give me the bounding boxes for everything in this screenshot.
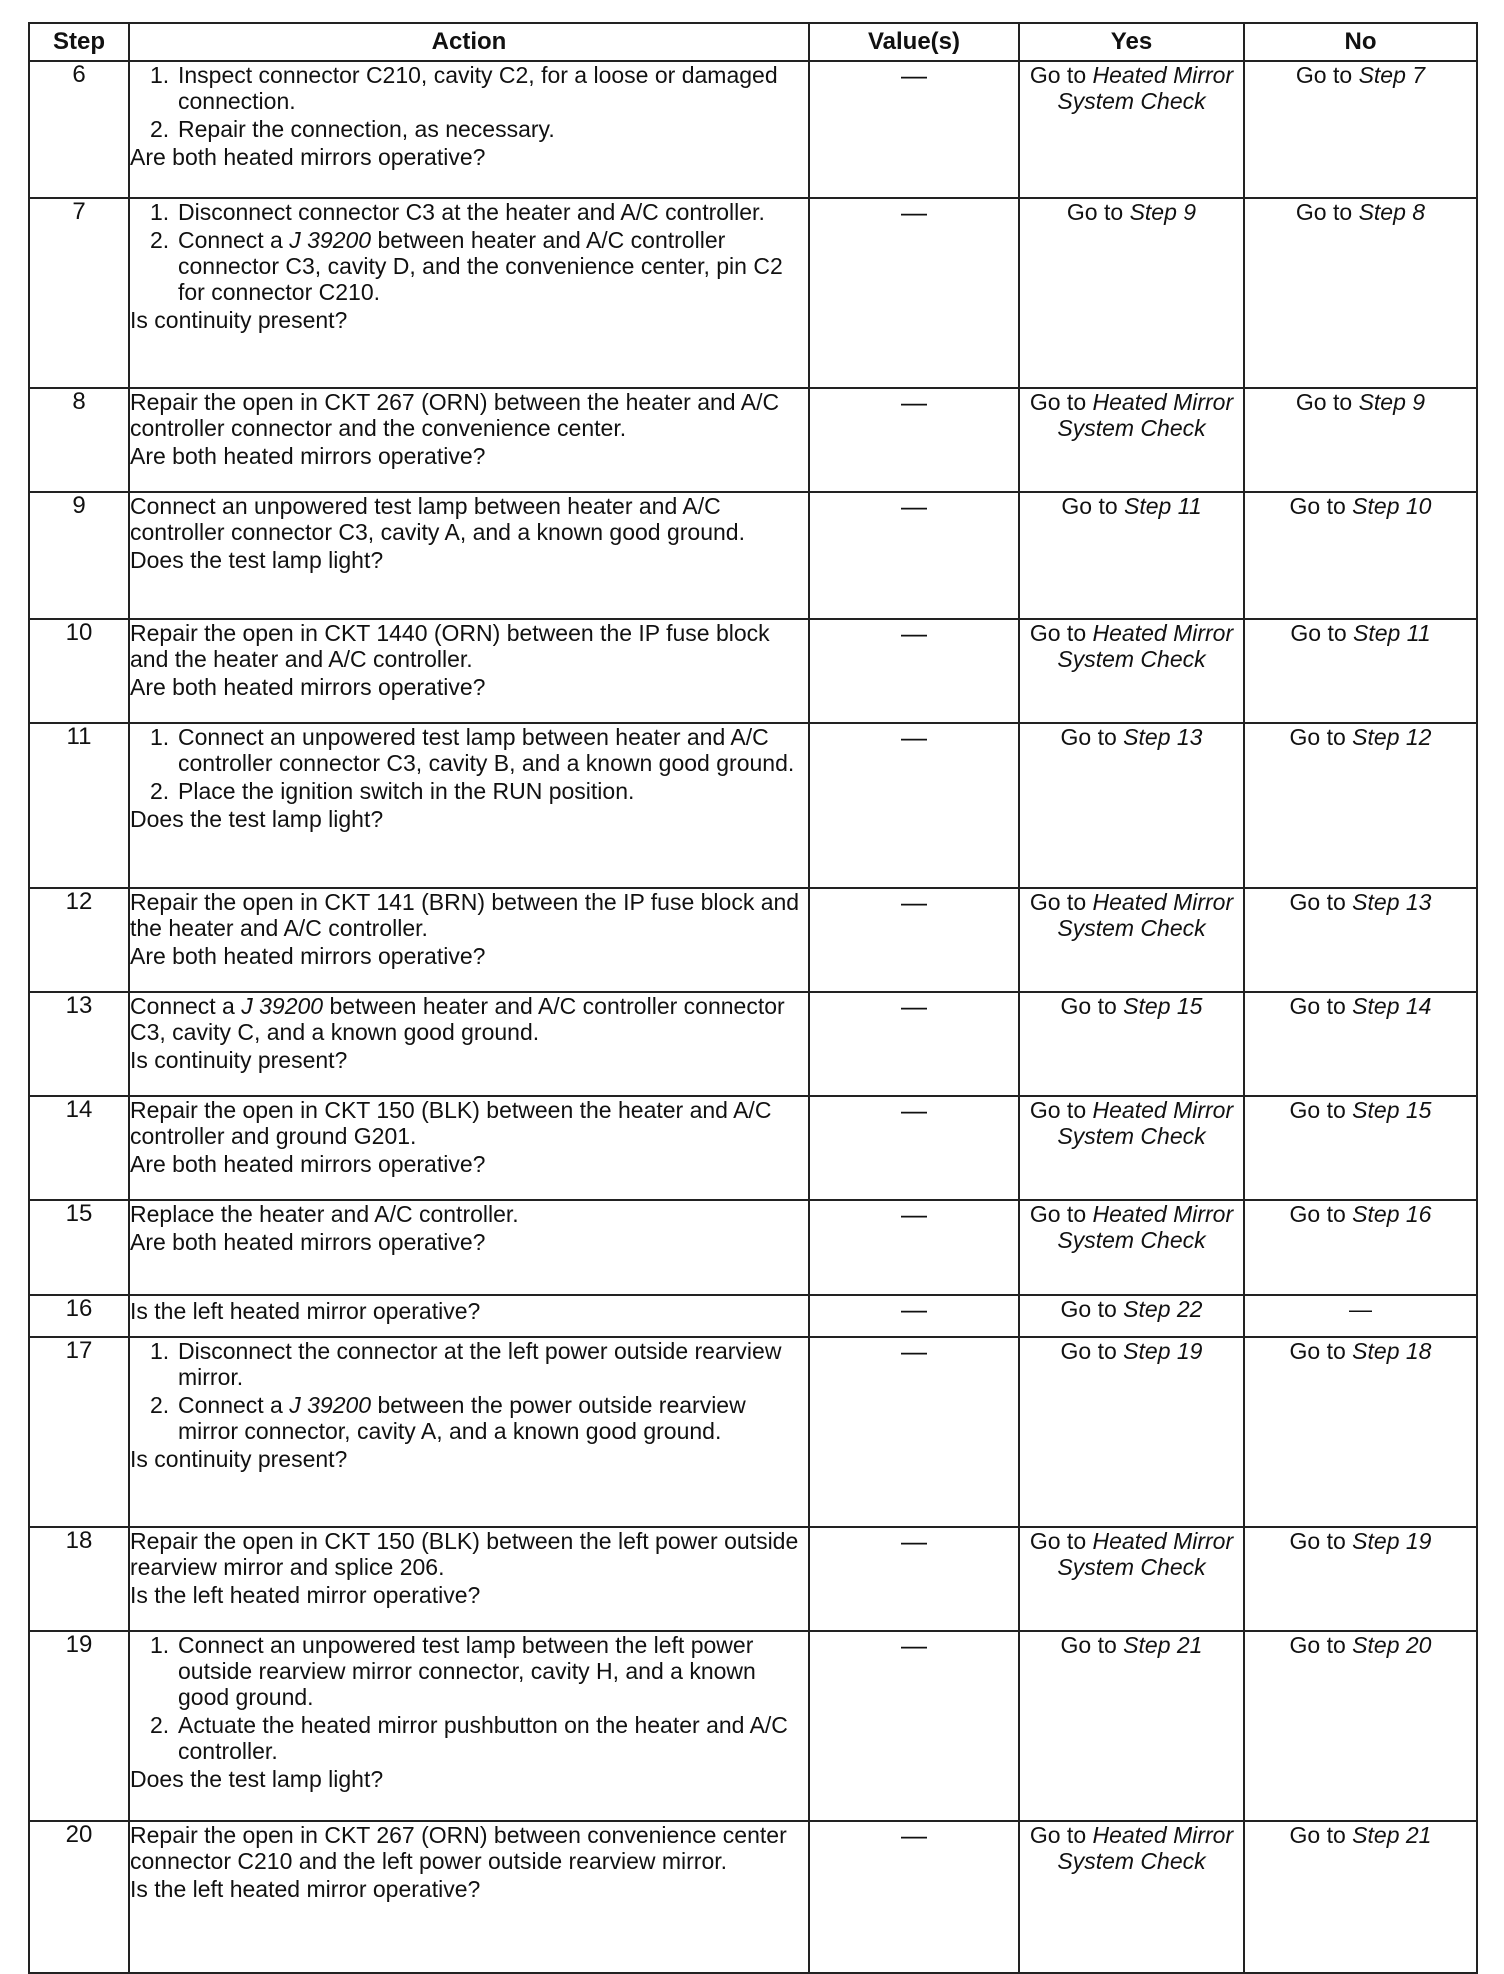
action-text-pre: Connect a: [130, 993, 242, 1019]
no-target: Step 16: [1352, 1201, 1432, 1227]
action-question: Are both heated mirrors operative?: [130, 1151, 486, 1177]
yes-target: Step 11: [1124, 493, 1202, 519]
no-result: [1245, 1296, 1476, 1322]
action-cell: [129, 1631, 809, 1821]
yes-cell: [1019, 1527, 1244, 1631]
step-number: 19: [29, 1631, 129, 1821]
yes-target: Heated Mirror System Check: [1057, 1822, 1234, 1874]
action-cell: [129, 1295, 809, 1337]
no-goto-text: Go to: [1289, 889, 1346, 915]
yes-result: [1020, 389, 1243, 441]
yes-target: Heated Mirror System Check: [1057, 620, 1234, 672]
item-number: 2.: [150, 778, 170, 804]
item-text: [178, 199, 808, 225]
no-cell: [1244, 888, 1477, 992]
yes-goto-text: Go to: [1029, 1822, 1087, 1848]
yes-result: [1020, 1097, 1243, 1149]
no-cell: [1244, 492, 1477, 619]
yes-target: Step 21: [1123, 1632, 1203, 1658]
yes-result: [1020, 993, 1243, 1019]
step-number: 15: [29, 1200, 129, 1295]
action-cell: [129, 723, 809, 888]
yes-result: [1020, 1201, 1243, 1253]
action-text: Connect an unpowered test lamp between heater and A/C controller connector C3, cavity A, and a known good ground.: [130, 493, 745, 545]
item-text-pre: Connect an unpowered test lamp between the left power outside rearview mirror connector, cavity H, and a known good ground.: [178, 1632, 756, 1710]
item-text: [178, 227, 808, 305]
action-cell: [129, 1096, 809, 1200]
no-cell: [1244, 1821, 1477, 1973]
yes-cell: [1019, 388, 1244, 492]
header-no: No: [1244, 23, 1477, 61]
no-target: Step 13: [1352, 889, 1432, 915]
action-cell: [129, 992, 809, 1096]
no-cell: [1244, 619, 1477, 723]
yes-cell: [1019, 619, 1244, 723]
tool-name: J 39200: [241, 993, 324, 1019]
item-text-pre: Disconnect connector C3 at the heater and A/C controller.: [178, 199, 765, 225]
item-text-pre: Repair the connection, as necessary.: [178, 116, 555, 142]
yes-result: [1020, 493, 1243, 519]
yes-goto-text: Go to: [1029, 1528, 1087, 1554]
action-item: [150, 199, 808, 225]
action-item: [150, 62, 808, 114]
step-number: 9: [29, 492, 129, 619]
table-row: [29, 61, 1477, 198]
item-number: 1.: [150, 199, 170, 225]
no-cell: [1244, 198, 1477, 388]
no-result: [1245, 389, 1476, 415]
yes-cell: [1019, 198, 1244, 388]
action-item: [150, 1712, 808, 1764]
yes-cell: [1019, 992, 1244, 1096]
action-text: Repair the open in CKT 267 (ORN) between convenience center connector C210 and the left power outside rearview mirror.: [130, 1822, 787, 1874]
action-cell: [129, 198, 809, 388]
yes-target: Step 22: [1123, 1296, 1203, 1322]
no-goto-text: Go to: [1295, 62, 1353, 88]
item-text-pre: Actuate the heated mirror pushbutton on the heater and A/C controller.: [178, 1712, 788, 1764]
yes-target: Heated Mirror System Check: [1057, 1201, 1234, 1253]
yes-goto-text: Go to: [1029, 389, 1087, 415]
table-body: [29, 61, 1477, 1973]
action-question: Is continuity present?: [130, 307, 348, 333]
item-text-post: between the power outside rearview mirror connector, cavity A, and a known good ground.: [178, 1392, 746, 1444]
action-cell: [129, 492, 809, 619]
value-cell: —: [809, 1096, 1019, 1200]
no-target: Step 10: [1352, 493, 1432, 519]
no-cell: [1244, 992, 1477, 1096]
yes-target: Step 19: [1123, 1338, 1203, 1364]
yes-goto-text: Go to: [1060, 724, 1117, 750]
action-text: Repair the open in CKT 267 (ORN) between the heater and A/C controller connector and the convenience center.: [130, 389, 780, 441]
header-row: [29, 23, 1477, 61]
no-goto-text: Go to: [1290, 620, 1347, 646]
yes-cell: [1019, 1337, 1244, 1527]
yes-result: [1020, 724, 1243, 750]
action-item: [150, 227, 808, 305]
yes-goto-text: Go to: [1060, 993, 1117, 1019]
action-cell: [129, 1527, 809, 1631]
yes-goto-text: Go to: [1029, 62, 1087, 88]
no-cell: [1244, 1096, 1477, 1200]
no-target: Step 15: [1352, 1097, 1432, 1123]
no-target: Step 9: [1358, 389, 1426, 415]
yes-goto-text: Go to: [1029, 620, 1087, 646]
no-cell: [1244, 1200, 1477, 1295]
item-text-pre: Inspect connector C210, cavity C2, for a loose or damaged connection.: [178, 62, 778, 114]
yes-target: Heated Mirror System Check: [1057, 389, 1234, 441]
item-number: 2.: [150, 1712, 170, 1738]
table-row: [29, 888, 1477, 992]
item-text: [178, 116, 808, 142]
value-cell: —: [809, 1337, 1019, 1527]
no-target: Step 20: [1352, 1632, 1432, 1658]
value-cell: —: [809, 1631, 1019, 1821]
action-item: [150, 116, 808, 142]
no-target: Step 19: [1352, 1528, 1432, 1554]
action-question: Are both heated mirrors operative?: [130, 943, 486, 969]
action-cell: [129, 888, 809, 992]
action-text: Repair the open in CKT 150 (BLK) between the heater and A/C controller and ground G201.: [130, 1097, 772, 1149]
value-cell: —: [809, 888, 1019, 992]
action-text: [130, 993, 808, 1045]
step-number: 17: [29, 1337, 129, 1527]
item-text-pre: Place the ignition switch in the RUN position.: [178, 778, 635, 804]
item-text-post: between heater and A/C controller connector C3, cavity D, and the convenience center, pin C2 for connector C210.: [178, 227, 783, 305]
item-text: [178, 62, 808, 114]
no-goto-text: Go to: [1289, 1822, 1346, 1848]
table-row: [29, 1295, 1477, 1337]
step-number: 13: [29, 992, 129, 1096]
action-cell: [129, 388, 809, 492]
no-cell: [1244, 1631, 1477, 1821]
item-number: 2.: [150, 1392, 170, 1418]
table-row: [29, 492, 1477, 619]
yes-target: Heated Mirror System Check: [1057, 1097, 1234, 1149]
table-row: [29, 1527, 1477, 1631]
diagnostic-table: [28, 22, 1478, 1974]
no-result: [1245, 993, 1476, 1019]
no-cell: [1244, 723, 1477, 888]
item-text: [178, 1712, 808, 1764]
yes-target: Step 15: [1123, 993, 1203, 1019]
tool-name: J 39200: [289, 227, 372, 253]
table-row: [29, 723, 1477, 888]
value-cell: —: [809, 388, 1019, 492]
yes-cell: [1019, 1096, 1244, 1200]
step-number: 20: [29, 1821, 129, 1973]
action-question: Are both heated mirrors operative?: [130, 443, 486, 469]
yes-goto-text: Go to: [1029, 1201, 1087, 1227]
no-goto-text: Go to: [1289, 1632, 1346, 1658]
item-text: [178, 1632, 808, 1710]
step-number: 16: [29, 1295, 129, 1337]
value-cell: —: [809, 61, 1019, 198]
no-result: [1245, 889, 1476, 915]
table-row: [29, 388, 1477, 492]
action-item: [150, 778, 808, 804]
item-text: [178, 778, 808, 804]
no-result: [1245, 199, 1476, 225]
yes-result: [1020, 199, 1243, 225]
no-goto-text: Go to: [1295, 199, 1353, 225]
action-text: Repair the open in CKT 150 (BLK) between the left power outside rearview mirror and splice 206.: [130, 1528, 799, 1580]
yes-result: [1020, 1338, 1243, 1364]
yes-result: [1020, 889, 1243, 941]
action-text: Repair the open in CKT 141 (BRN) between the IP fuse block and the heater and A/C controller.: [130, 889, 800, 941]
no-cell: [1244, 1295, 1477, 1337]
table-row: [29, 619, 1477, 723]
no-result: [1245, 1632, 1476, 1658]
action-question: Does the test lamp light?: [130, 547, 384, 573]
step-number: 18: [29, 1527, 129, 1631]
header-yes: Yes: [1019, 23, 1244, 61]
item-number: 1.: [150, 724, 170, 750]
no-goto-text: Go to: [1289, 1528, 1346, 1554]
no-target: Step 8: [1358, 199, 1426, 225]
no-goto-text: Go to: [1289, 1097, 1346, 1123]
no-goto-text: Go to: [1289, 493, 1346, 519]
no-cell: [1244, 1337, 1477, 1527]
diagnostic-page: [28, 22, 1476, 1974]
value-cell: —: [809, 1200, 1019, 1295]
tool-name: J 39200: [289, 1392, 372, 1418]
yes-result: [1020, 620, 1243, 672]
value-cell: —: [809, 492, 1019, 619]
step-number: 12: [29, 888, 129, 992]
no-result: [1245, 1201, 1476, 1227]
table-row: [29, 198, 1477, 388]
no-result: [1245, 1822, 1476, 1848]
yes-cell: [1019, 492, 1244, 619]
action-item: [150, 724, 808, 776]
value-cell: —: [809, 198, 1019, 388]
action-question: Is the left heated mirror operative?: [130, 1876, 481, 1902]
no-cell: [1244, 1527, 1477, 1631]
step-number: 14: [29, 1096, 129, 1200]
no-result: [1245, 1528, 1476, 1554]
step-number: 6: [29, 61, 129, 198]
yes-result: [1020, 1528, 1243, 1580]
header-values: Value(s): [809, 23, 1019, 61]
action-question: Does the test lamp light?: [130, 1766, 384, 1792]
action-cell: [129, 619, 809, 723]
step-number: 11: [29, 723, 129, 888]
table-row: [29, 1096, 1477, 1200]
value-cell: —: [809, 1527, 1019, 1631]
action-question: Is the left heated mirror operative?: [130, 1298, 481, 1324]
yes-result: [1020, 1822, 1243, 1874]
item-text: [178, 1392, 808, 1444]
action-question: Is continuity present?: [130, 1446, 348, 1472]
yes-target: Step 9: [1129, 199, 1197, 225]
yes-result: [1020, 1632, 1243, 1658]
yes-goto-text: Go to: [1061, 493, 1118, 519]
yes-cell: [1019, 723, 1244, 888]
value-cell: —: [809, 619, 1019, 723]
yes-goto-text: Go to: [1066, 199, 1124, 225]
step-number: 7: [29, 198, 129, 388]
no-target: Step 21: [1352, 1822, 1432, 1848]
no-target: Step 14: [1352, 993, 1432, 1019]
yes-target: Heated Mirror System Check: [1057, 62, 1234, 114]
step-number: 10: [29, 619, 129, 723]
no-target: Step 11: [1353, 620, 1431, 646]
table-row: [29, 1821, 1477, 1973]
action-text: Replace the heater and A/C controller.: [130, 1201, 519, 1227]
yes-result: [1020, 1296, 1243, 1322]
yes-goto-text: Go to: [1060, 1632, 1117, 1658]
no-goto-text: Go to: [1289, 1338, 1346, 1364]
no-result: [1245, 724, 1476, 750]
action-text-post: between heater and A/C controller connector C3, cavity C, and a known good ground.: [130, 993, 785, 1045]
value-cell: —: [809, 1821, 1019, 1973]
no-cell: [1244, 388, 1477, 492]
item-text-pre: Connect an unpowered test lamp between heater and A/C controller connector C3, cavity B, and a known good ground.: [178, 724, 795, 776]
action-question: Is continuity present?: [130, 1047, 348, 1073]
no-goto-text: Go to: [1289, 1201, 1346, 1227]
action-text: Repair the open in CKT 1440 (ORN) between the IP fuse block and the heater and A/C controller.: [130, 620, 770, 672]
value-cell: —: [809, 723, 1019, 888]
action-question: Are both heated mirrors operative?: [130, 144, 486, 170]
action-cell: [129, 61, 809, 198]
item-number: 1.: [150, 62, 170, 88]
item-text-pre: Connect a: [178, 227, 290, 253]
table-row: [29, 1631, 1477, 1821]
yes-cell: [1019, 1631, 1244, 1821]
no-result: [1245, 493, 1476, 519]
yes-result: [1020, 62, 1243, 114]
yes-cell: [1019, 1295, 1244, 1337]
no-goto-text: Go to: [1295, 389, 1353, 415]
yes-target: Step 13: [1123, 724, 1203, 750]
yes-goto-text: Go to: [1029, 889, 1087, 915]
yes-cell: [1019, 61, 1244, 198]
header-action: Action: [129, 23, 809, 61]
no-goto-text: —: [1349, 1296, 1372, 1322]
no-target: Step 7: [1358, 62, 1426, 88]
no-cell: [1244, 61, 1477, 198]
yes-cell: [1019, 888, 1244, 992]
table-row: [29, 1200, 1477, 1295]
no-result: [1245, 620, 1476, 646]
item-number: 1.: [150, 1338, 170, 1364]
action-cell: [129, 1200, 809, 1295]
yes-goto-text: Go to: [1060, 1338, 1117, 1364]
yes-goto-text: Go to: [1060, 1296, 1117, 1322]
item-number: 2.: [150, 116, 170, 142]
no-target: Step 12: [1352, 724, 1432, 750]
item-text-pre: Connect a: [178, 1392, 290, 1418]
item-number: 2.: [150, 227, 170, 253]
item-text-pre: Disconnect the connector at the left power outside rearview mirror.: [178, 1338, 782, 1390]
item-text: [178, 724, 808, 776]
action-cell: [129, 1337, 809, 1527]
action-item: [150, 1392, 808, 1444]
value-cell: —: [809, 1295, 1019, 1337]
no-result: [1245, 62, 1476, 88]
action-item: [150, 1338, 808, 1390]
action-item: [150, 1632, 808, 1710]
action-question: Are both heated mirrors operative?: [130, 674, 486, 700]
no-result: [1245, 1338, 1476, 1364]
item-text: [178, 1338, 808, 1390]
value-cell: —: [809, 992, 1019, 1096]
no-target: Step 18: [1352, 1338, 1432, 1364]
action-question: Is the left heated mirror operative?: [130, 1582, 481, 1608]
yes-cell: [1019, 1821, 1244, 1973]
yes-goto-text: Go to: [1029, 1097, 1087, 1123]
action-question: Are both heated mirrors operative?: [130, 1229, 486, 1255]
step-number: 8: [29, 388, 129, 492]
no-goto-text: Go to: [1289, 993, 1346, 1019]
item-number: 1.: [150, 1632, 170, 1658]
table-row: [29, 992, 1477, 1096]
header-step: Step: [29, 23, 129, 61]
no-goto-text: Go to: [1289, 724, 1346, 750]
yes-target: Heated Mirror System Check: [1057, 1528, 1234, 1580]
no-result: [1245, 1097, 1476, 1123]
table-row: [29, 1337, 1477, 1527]
action-cell: [129, 1821, 809, 1973]
yes-target: Heated Mirror System Check: [1057, 889, 1234, 941]
action-question: Does the test lamp light?: [130, 806, 384, 832]
yes-cell: [1019, 1200, 1244, 1295]
